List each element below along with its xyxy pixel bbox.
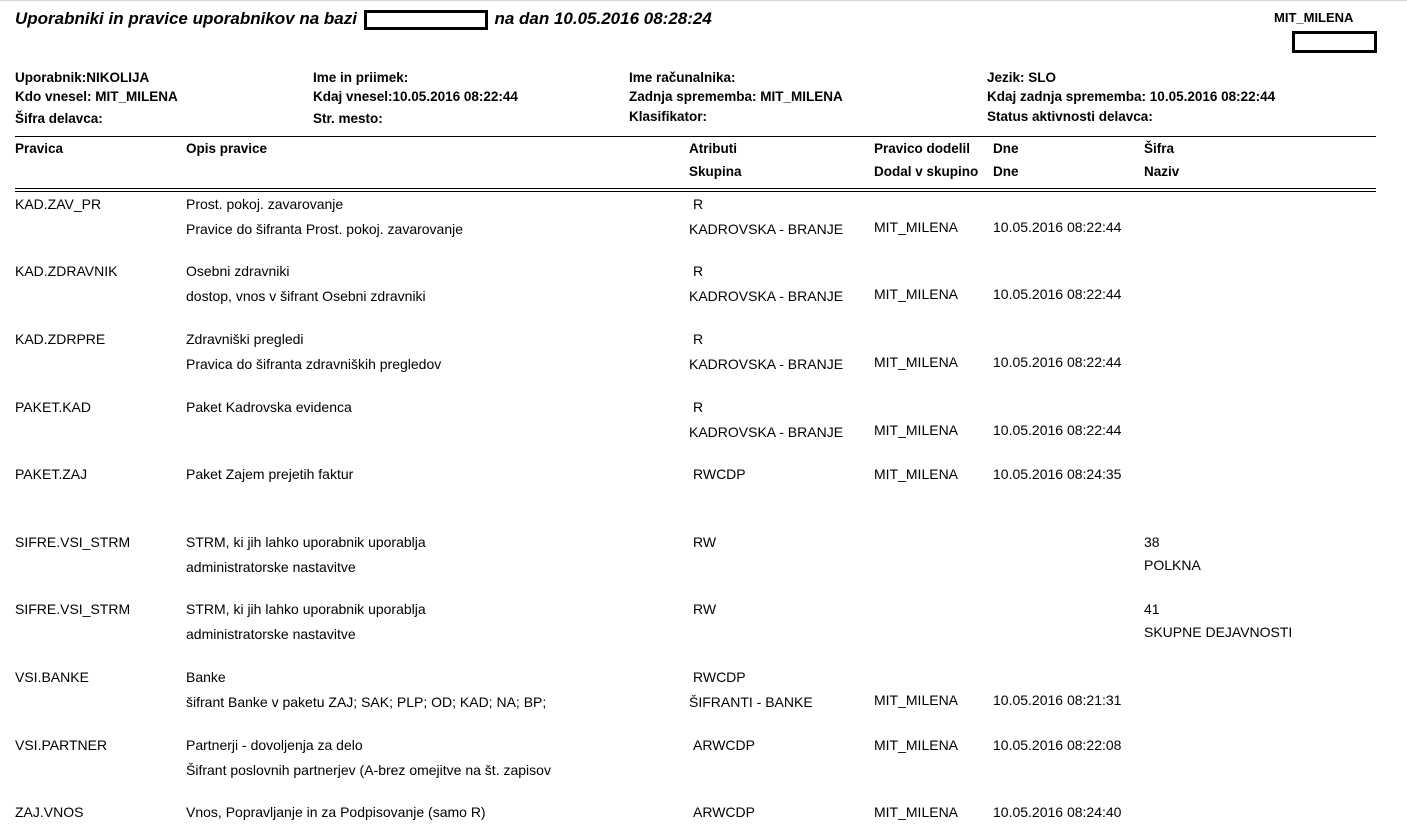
cell-skupina: KADROVSKA - BRANJE xyxy=(689,288,844,304)
cell-opis-detail: Pravice do šifranta Prost. pokoj. zavarovanje xyxy=(186,221,464,237)
cell-atributi: RW xyxy=(693,601,717,617)
info-kdo-vnesel: Kdo vnesel: MIT_MILENA xyxy=(15,89,178,104)
cell-dodal-v-skupino: MIT_MILENA xyxy=(874,354,959,370)
header-pravica: Pravica xyxy=(15,141,64,156)
cell-opis: STRM, ki jih lahko uporabnik uporablja xyxy=(186,601,426,617)
cell-pravica: VSI.BANKE xyxy=(15,669,89,685)
header-top-rule xyxy=(15,136,1376,137)
cell-sifra: 38 xyxy=(1144,534,1160,550)
cell-pravico-dodelil: MIT_MILENA xyxy=(874,804,959,820)
cell-dne-skupina: 10.05.2016 08:22:44 xyxy=(993,422,1122,438)
cell-pravica: PAKET.KAD xyxy=(15,399,91,415)
info-ime-priimek: Ime in priimek: xyxy=(313,70,409,85)
cell-opis-detail: administratorske nastavitve xyxy=(186,559,356,575)
header-sifra: Šifra xyxy=(1144,141,1175,156)
cell-dne-skupina: 10.05.2016 08:22:44 xyxy=(993,354,1122,370)
cell-pravica: KAD.ZAV_PR xyxy=(15,196,102,212)
cell-dne: 10.05.2016 08:24:35 xyxy=(993,466,1122,482)
cell-opis: Paket Zajem prejetih faktur xyxy=(186,466,354,482)
info-jezik: Jezik: SLO xyxy=(987,70,1057,85)
cell-opis-detail: šifrant Banke v paketu ZAJ; SAK; PLP; OD; KAD; NA; BP; xyxy=(186,694,547,710)
cell-dne: 10.05.2016 08:24:40 xyxy=(993,804,1122,820)
cell-sifra: 41 xyxy=(1144,601,1160,617)
cell-opis: Zdravniški pregledi xyxy=(186,331,304,347)
info-uporabnik: Uporabnik:NIKOLIJA xyxy=(15,70,150,85)
cell-pravica: KAD.ZDRAVNIK xyxy=(15,263,118,279)
top-border xyxy=(0,0,1407,1)
cell-naziv: POLKNA xyxy=(1144,557,1201,573)
header-dne-1: Dne xyxy=(993,141,1019,156)
cell-pravica: KAD.ZDRPRE xyxy=(15,331,106,347)
header-pravico-dodelil: Pravico dodelil xyxy=(874,141,971,156)
info-str-mesto: Str. mesto: xyxy=(313,111,383,126)
info-status: Status aktivnosti delavca: xyxy=(987,109,1153,124)
info-sifra-delavca: Šifra delavca: xyxy=(15,111,103,126)
info-ime-racunalnika: Ime računalnika: xyxy=(629,70,736,85)
cell-atributi: R xyxy=(693,196,704,212)
cell-opis: Prost. pokoj. zavarovanje xyxy=(186,196,344,212)
cell-dne: 10.05.2016 08:22:08 xyxy=(993,737,1122,753)
cell-pravico-dodelil: MIT_MILENA xyxy=(874,737,959,753)
cell-dne-skupina: 10.05.2016 08:22:44 xyxy=(993,219,1122,235)
title-prefix: Uporabniki in pravice uporabnikov na bazi xyxy=(15,9,357,28)
cell-opis: Partnerji - dovoljenja za delo xyxy=(186,737,363,753)
info-kdaj-zadnja: Kdaj zadnja sprememba: 10.05.2016 08:22:44 xyxy=(987,89,1276,104)
cell-opis-detail: administratorske nastavitve xyxy=(186,626,356,642)
cell-pravico-dodelil: MIT_MILENA xyxy=(874,466,959,482)
cell-pravica: SIFRE.VSI_STRM xyxy=(15,601,131,617)
cell-opis: Osebni zdravniki xyxy=(186,263,290,279)
cell-skupina: KADROVSKA - BRANJE xyxy=(689,221,844,237)
cell-atributi: RWCDP xyxy=(693,669,746,685)
cell-opis: Vnos, Popravljanje in za Podpisovanje (samo R) xyxy=(186,804,486,820)
header-opis: Opis pravice xyxy=(186,141,268,156)
corner-user: MIT_MILENA xyxy=(1274,10,1354,25)
cell-dodal-v-skupino: MIT_MILENA xyxy=(874,422,959,438)
report-title xyxy=(15,9,712,30)
cell-atributi: RW xyxy=(693,534,717,550)
cell-naziv: SKUPNE DEJAVNOSTI xyxy=(1144,624,1293,640)
header-dne-2: Dne xyxy=(993,164,1019,179)
cell-atributi: ARWCDP xyxy=(693,737,755,753)
cell-atributi: ARWCDP xyxy=(693,804,755,820)
cell-pravica: PAKET.ZAJ xyxy=(15,466,88,482)
info-kdaj-vnesel: Kdaj vnesel:10.05.2016 08:22:44 xyxy=(313,89,518,104)
cell-pravica: VSI.PARTNER xyxy=(15,737,108,753)
header-atributi: Atributi xyxy=(689,141,737,156)
cell-atributi: R xyxy=(693,263,704,279)
header-skupina: Skupina xyxy=(689,164,742,179)
header-bottom-rule-2 xyxy=(15,191,1376,192)
cell-dne-skupina: 10.05.2016 08:21:31 xyxy=(993,692,1122,708)
cell-atributi: R xyxy=(693,331,704,347)
cell-opis: STRM, ki jih lahko uporabnik uporablja xyxy=(186,534,426,550)
cell-dodal-v-skupino: MIT_MILENA xyxy=(874,286,959,302)
cell-dodal-v-skupino: MIT_MILENA xyxy=(874,219,959,235)
redacted-database-box xyxy=(364,10,488,30)
cell-atributi: R xyxy=(693,399,704,415)
cell-opis-detail: Šifrant poslovnih partnerjev (A-brez omejitve na št. zapisov xyxy=(186,762,551,778)
header-naziv: Naziv xyxy=(1144,164,1180,179)
title-suffix: na dan 10.05.2016 08:28:24 xyxy=(494,9,712,28)
header-dodal-v-skupino: Dodal v skupino xyxy=(874,164,979,179)
cell-atributi: RWCDP xyxy=(693,466,746,482)
cell-skupina: KADROVSKA - BRANJE xyxy=(689,424,844,440)
cell-opis-detail: dostop, vnos v šifrant Osebni zdravniki xyxy=(186,288,426,304)
cell-dne-skupina: 10.05.2016 08:22:44 xyxy=(993,286,1122,302)
cell-pravica: SIFRE.VSI_STRM xyxy=(15,534,131,550)
header-bottom-rule-1 xyxy=(15,188,1376,189)
cell-opis: Paket Kadrovska evidenca xyxy=(186,399,352,415)
info-zadnja-sprememba: Zadnja sprememba: MIT_MILENA xyxy=(629,89,843,104)
redacted-corner-box xyxy=(1292,31,1377,53)
cell-skupina: ŠIFRANTI - BANKE xyxy=(689,694,813,710)
cell-pravica: ZAJ.VNOS xyxy=(15,804,84,820)
cell-skupina: KADROVSKA - BRANJE xyxy=(689,356,844,372)
cell-opis-detail: Pravica do šifranta zdravniških pregledov xyxy=(186,356,442,372)
cell-dodal-v-skupino: MIT_MILENA xyxy=(874,692,959,708)
cell-opis: Banke xyxy=(186,669,226,685)
info-klasifikator: Klasifikator: xyxy=(629,109,708,124)
